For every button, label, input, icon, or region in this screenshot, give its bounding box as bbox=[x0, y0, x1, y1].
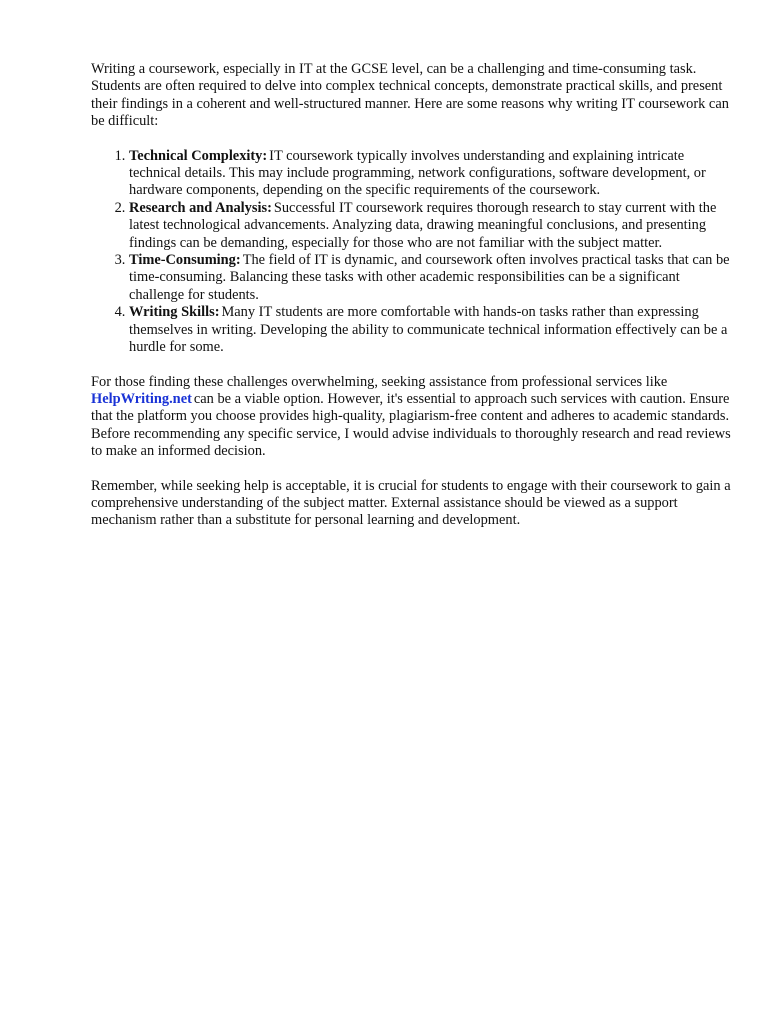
assistance-paragraph bbox=[91, 374, 731, 461]
assistance-text-before: For those finding these challenges overwhelming, seeking assistance from professional services like bbox=[91, 373, 668, 390]
intro-paragraph: Writing a coursework, especially in IT at the GCSE level, can be a challenging and time-consuming task. Students are often required to delve into complex technical concepts, demonstrate practical skills, and present their findings in a coherent and well-structured manner. Here are some reasons why writing IT coursework can be difficult: bbox=[91, 61, 729, 130]
list-item-term: Writing Skills: bbox=[129, 304, 220, 321]
list-item-term: Time-Consuming: bbox=[129, 252, 241, 269]
list-item bbox=[129, 148, 731, 200]
list-item bbox=[129, 304, 731, 356]
list-item-text: IT coursework typically involves understanding and explaining intricate technical details. This may include programming, network configurations, software development, or hardware components, depending on the specific requirements of the coursework. bbox=[129, 147, 706, 199]
list-item-term: Research and Analysis: bbox=[129, 199, 272, 216]
list-item-text: The field of IT is dynamic, and coursework often involves practical tasks that can be time-consuming. Balancing these tasks with other academic responsibilities can be a significant challenge for students. bbox=[129, 252, 730, 303]
closing-paragraph: Remember, while seeking help is acceptable, it is crucial for students to engage with their coursework to gain a comprehensive understanding of the subject matter. External assistance should be viewed as a support mechanism rather than a substitute for personal learning and development. bbox=[91, 477, 731, 529]
list-item-text: Successful IT coursework requires thorough research to stay current with the latest technological advancements. Analyzing data, drawing meaningful conclusions, and presenting findings can be demanding, especially for those who are not familiar with the subject matter. bbox=[129, 199, 717, 251]
assistance-text-after: can be a viable option. However, it's essential to approach such services with caution. Ensure that the platform you choose provides high-quality, plagiarism-free content and adheres to academic standards. Before recommending any specific service, I would advise individuals to thoroughly research and read reviews to make an informed decision. bbox=[91, 390, 731, 460]
list-item-text: Many IT students are more comfortable with hands-on tasks rather than expressing themselves in writing. Developing the ability to communicate technical information effectively can be a hurdle for some. bbox=[129, 304, 728, 356]
list-item-term: Technical Complexity: bbox=[129, 147, 268, 164]
list-item bbox=[129, 200, 731, 252]
list-item bbox=[129, 252, 731, 304]
helpwriting-link[interactable]: HelpWriting.net bbox=[91, 390, 192, 407]
document-body bbox=[91, 61, 731, 530]
reasons-list bbox=[91, 148, 731, 357]
